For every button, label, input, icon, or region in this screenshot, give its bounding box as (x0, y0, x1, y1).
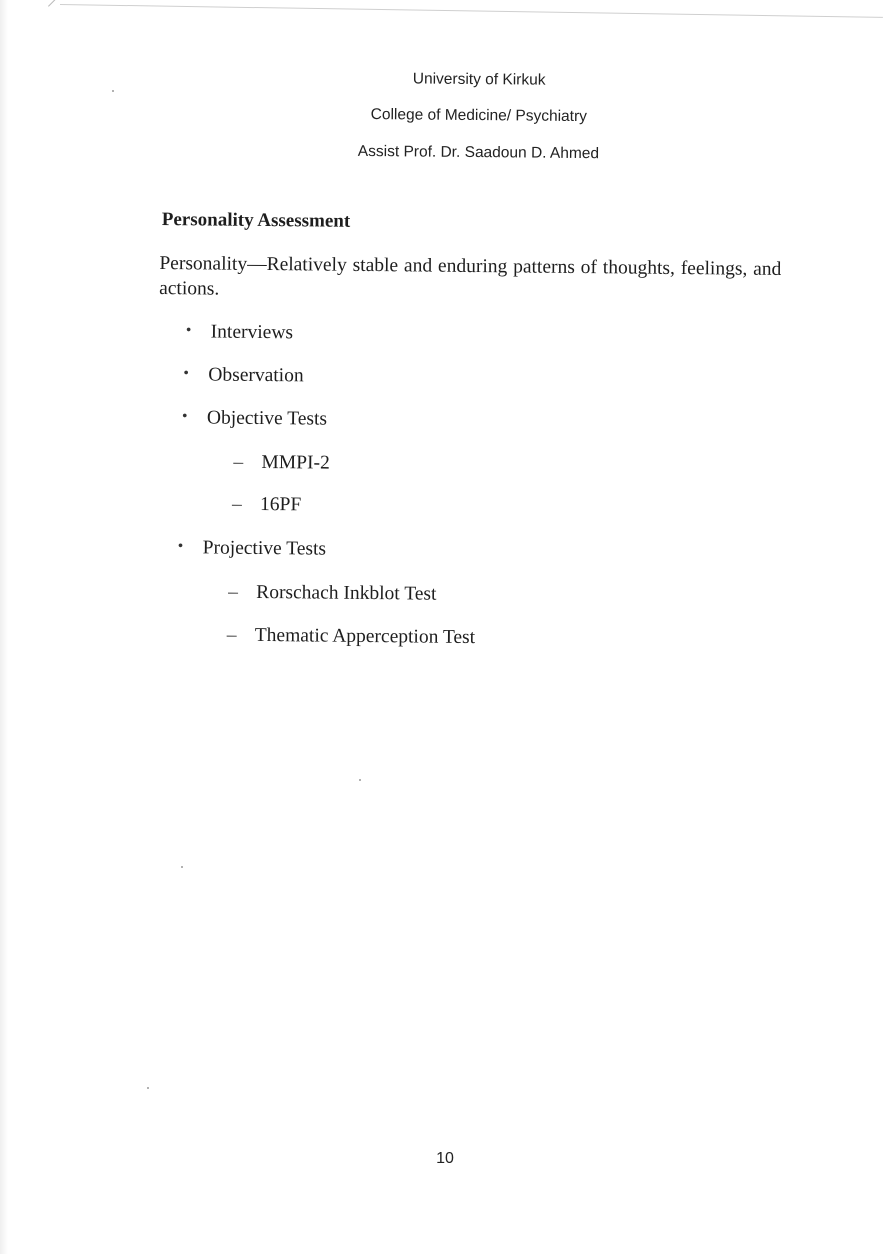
scan-shadow (0, 0, 8, 1254)
sub-list-item (228, 582, 436, 606)
bullet-icon: • (184, 323, 193, 339)
sub-list-item-label: Rorschach Inkblot Test (256, 581, 437, 605)
dash-icon: – (228, 581, 239, 603)
bullet-icon: • (182, 366, 191, 382)
bullet-icon: • (176, 539, 185, 555)
sub-list-item (227, 625, 475, 649)
list-item (181, 407, 327, 430)
sub-list-item (232, 494, 301, 517)
bullet-icon: • (180, 409, 189, 425)
header-university: University of Kirkuk (412, 70, 546, 89)
list-item-label: Objective Tests (206, 407, 328, 430)
dash-icon: – (226, 624, 237, 646)
list-item-label: Interviews (210, 321, 294, 344)
list-item-label: Observation (208, 364, 304, 387)
sub-list-item-label: MMPI-2 (261, 451, 330, 474)
section-title: Personality Assessment (161, 209, 351, 232)
sub-list-item-label: 16PF (259, 493, 302, 516)
page-number: 10 (436, 1150, 454, 1167)
dash-icon: – (233, 451, 244, 473)
scan-edge-line (60, 4, 883, 18)
scan-speck (112, 90, 114, 92)
dash-icon: – (231, 493, 242, 515)
header-author: Assist Prof. Dr. Saadoun D. Ahmed (357, 142, 600, 163)
header-college: College of Medicine/ Psychiatry (370, 106, 588, 126)
sub-list-item-label: Thematic Apperception Test (254, 624, 476, 649)
list-item (182, 364, 304, 387)
scan-speck (181, 866, 183, 868)
scan-speck (147, 1087, 149, 1089)
sub-list-item (233, 452, 329, 475)
list-item (185, 321, 294, 344)
list-item (177, 537, 327, 560)
scan-speck (359, 779, 361, 781)
list-item-label: Projective Tests (202, 537, 327, 560)
definition-paragraph: Personality—Relatively stable and enduring patterns of thoughts, feelings, and actions. (159, 252, 782, 300)
